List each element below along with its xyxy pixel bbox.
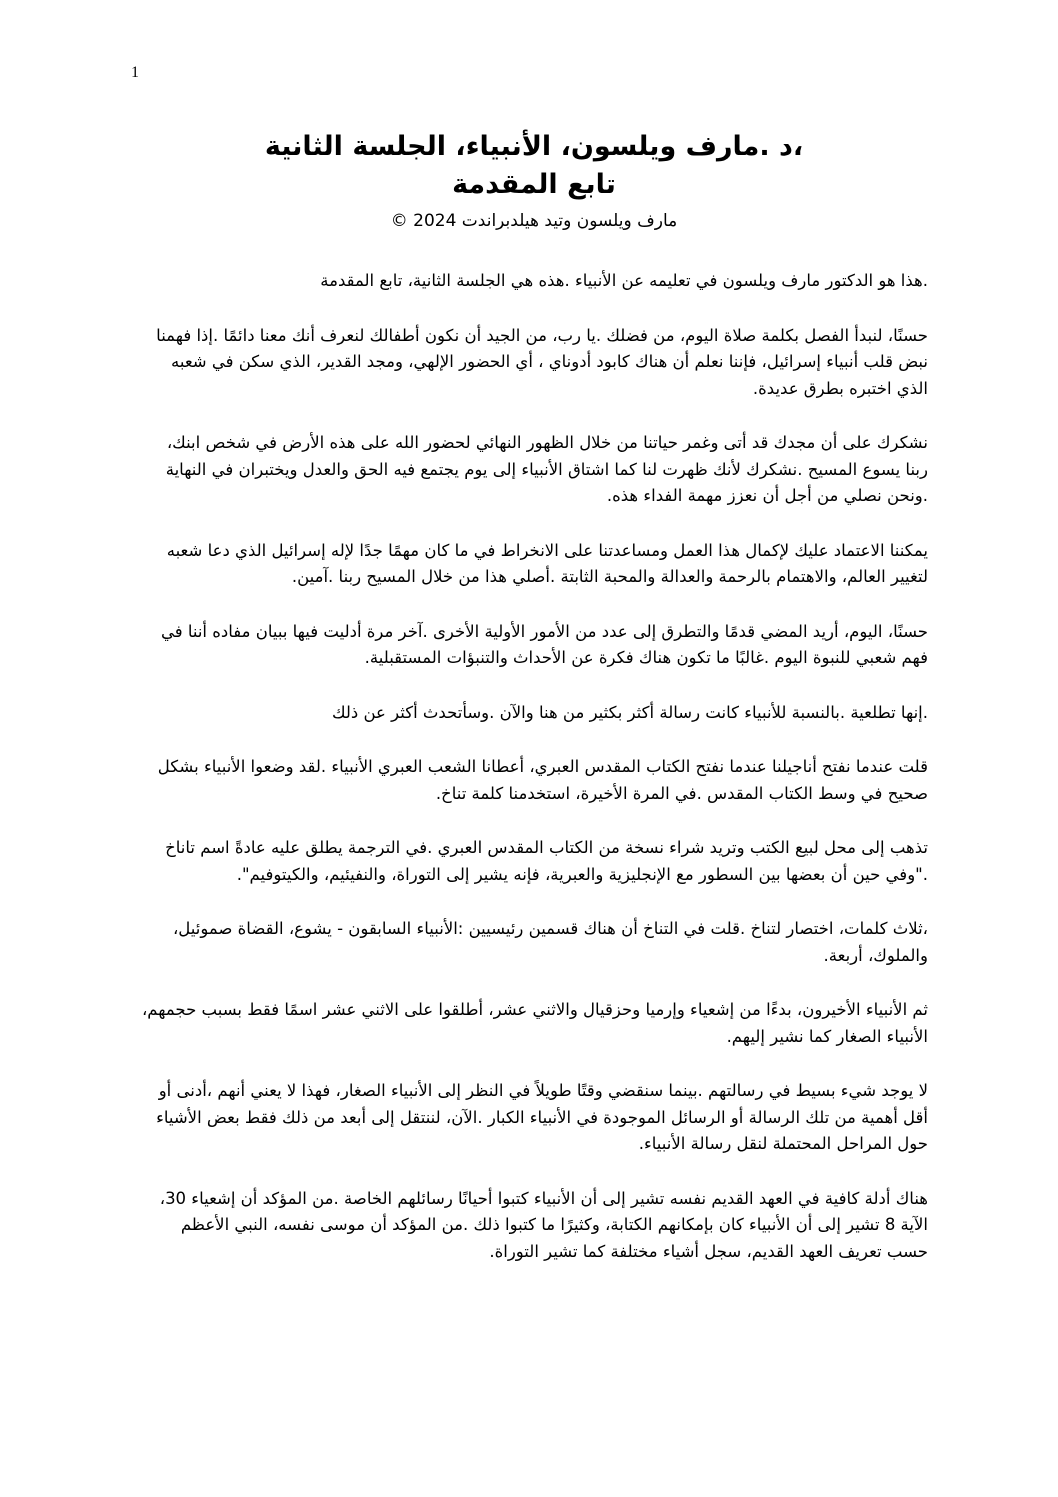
paragraph: ،ثلاث كلمات، اختصار لتناخ .قلت في التناخ أن هناك قسمين رئيسيين :الأنبياء السابقون - يشوع، القضاة صموئيل، والملوك، أربعة. xyxy=(172,919,928,965)
document-subtitle: تابع المقدمة xyxy=(452,169,616,200)
paragraph: .إنها تطلعية .بالنسبة للأنبياء كانت رسالة أكثر بكثير من هنا والآن .وسأتحدث أكثر عن ذلك xyxy=(331,702,928,722)
paragraph: حسنًا، لنبدأ الفصل بكلمة صلاة اليوم، من فضلك .يا رب، من الجيد أن نكون أطفالك لنعرف أنك معنا دائمًا .إذا فهمنا نبض قلب أنبياء إسرائيل، فإننا نعلم أن هناك كابود أدوناي ، أي الحضور الإلهي، ومجد القدير، الذي سكن في شعبه الذي اختبره بطرق عديدة. xyxy=(156,325,928,398)
paragraph: قلت عندما نفتح أناجيلنا عندما نفتح الكتاب المقدس العبري، أعطانا الشعب العبري الأنبياء .لقد وضعوا الأنبياء بشكل صحيح في وسط الكتاب المقدس .في المرة الأخيرة، استخدمنا كلمة تناخ. xyxy=(157,757,928,803)
paragraph: هناك أدلة كافية في العهد القديم نفسه تشير إلى أن الأنبياء كتبوا أحيانًا رسائلهم الخاصة .من المؤكد أن إشعياء 30، الآية 8 تشير إلى أن الأنبياء كان بإمكانهم الكتابة، وكثيرًا ما كتبوا ذلك .من المؤكد أن موسى نفسه، النبي الأعظم حسب تعريف العهد القديم، سجل أشياء مختلفة كما تشير التوراة. xyxy=(159,1188,928,1261)
paragraph: لا يوجد شيء بسيط في رسالتهم .بينما سنقضي وقتًا طويلاً في النظر إلى الأنبياء الصغار، فهذا لا يعني أنهم ،أدنى أو أقل أهمية من تلك الرسالة أو الرسائل الموجودة في الأنبياء الكبار .الآن، لننتقل إلى أبعد من ذلك فقط بعض الأشياء حول المراحل المحتملة لنقل رسالة الأنبياء. xyxy=(156,1081,928,1153)
paragraph: يمكننا الاعتماد عليك لإكمال هذا العمل ومساعدتنا على الانخراط في ما كان مهمًا جدًا لإله إسرائيل الذي دعا شعبه لتغيير العالم، والاهتمام بالرحمة والعدالة والمحبة الثابتة .أصلي هذا من خلال المسيح ربنا .آمين. xyxy=(166,540,928,586)
page-number: 1 xyxy=(131,64,139,81)
copyright-line: مارف ويلسون وتيد هيلدبراندت 2024 © xyxy=(390,211,678,231)
paragraph: حسنًا، اليوم، أريد المضي قدمًا والتطرق إلى عدد من الأمور الأولية الأخرى .آخر مرة أدليت فيها ببيان مفاده أننا في فهم شعبي للنبوة اليوم .غالبًا ما تكون هناك فكرة عن الأحداث والتنبؤات المستقبلية. xyxy=(160,621,928,667)
document-title: ،د .مارف ويلسون، الأنبياء، الجلسة الثانية xyxy=(264,131,804,162)
paragraph: ثم الأنبياء الأخيرون، بدءًا من إشعياء وإرميا وحزقيال والاثني عشر، أطلقوا على الاثني عشر اسمًا فقط بسبب حجمهم، الأنبياء الصغار كما نشير إليهم. xyxy=(141,1000,928,1046)
paragraph: .هذا هو الدكتور مارف ويلسون في تعليمه عن الأنبياء .هذه هي الجلسة الثانية، تابع المقدمة xyxy=(320,271,928,290)
paragraph: تذهب إلى محل لبيع الكتب وتريد شراء نسخة من الكتاب المقدس العبري .في الترجمة يطلق عليه عادةً اسم تاناخ ."وفي حين أن بعضها بين السطور مع الإنجليزية والعبرية، فإنه يشير إلى التوراة، والنفيئيم، والكيتوفيم". xyxy=(165,838,928,884)
document-body xyxy=(140,268,928,1293)
paragraph: نشكرك على أن مجدك قد أتى وغمر حياتنا من خلال الظهور النهائي لحضور الله على هذه الأرض في شخص ابنك، ربنا يسوع المسيح .نشكرك لأنك ظهرت لنا كما اشتاق الأنبياء إلى يوم يجتمع فيه الحق والعدل ويختبران في النهاية .ونحن نصلي من أجل أن نعزز مهمة الفداء هذه. xyxy=(165,433,928,505)
document-header xyxy=(140,128,928,234)
